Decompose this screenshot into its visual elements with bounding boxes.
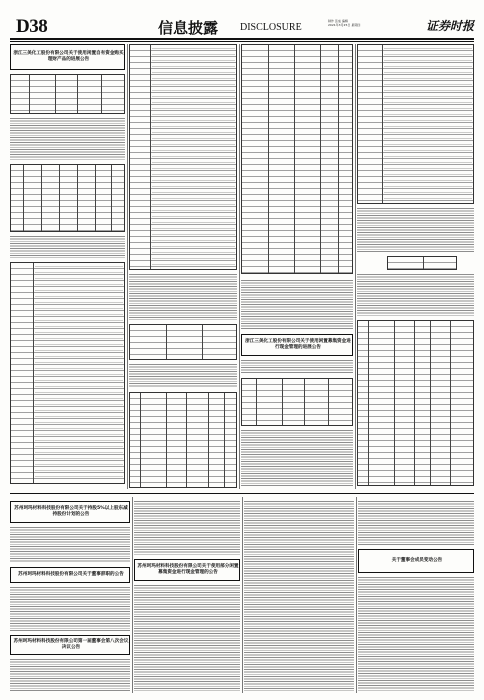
lower-column-3 [244,497,354,693]
body-text [10,659,130,691]
lower-column-4 [358,497,474,693]
data-table [241,378,353,426]
data-table [129,392,237,488]
body-text [357,274,474,316]
announcement-title: 苏州珂玛材料科技股份有限公司关于持股5%以上股东减持股份计划的公告 [14,506,128,517]
announcement-title-box [358,549,474,573]
column-1 [10,44,125,489]
data-table [241,44,353,274]
body-text [358,577,474,691]
body-text [10,236,125,258]
column-divider [239,44,240,489]
body-text [10,118,125,160]
body-text [129,364,237,388]
lower-column-2 [134,497,240,693]
data-table [129,324,237,360]
data-table [387,256,457,270]
header-info [328,19,438,27]
body-text [129,274,237,320]
header-info-line: 制作 张成 编辑 [328,19,348,23]
announcement-title-box [10,635,130,655]
column-3 [241,44,353,489]
column-divider [132,497,133,693]
page-number: D38 [16,16,48,37]
announcement-title: 苏州珂玛材料科技股份有限公司关于使用部分闲置募集资金进行现金管理的公告 [137,564,239,575]
body-text [134,585,240,691]
announcement-title-box [134,559,240,581]
header-info-line: 2021年3月25日 星期四 [328,23,361,27]
column-4 [357,44,474,489]
announcement-title: 关于董事会成员变动公告 [391,558,443,563]
announcement-title-box [10,44,125,70]
column-2 [129,44,237,489]
section-title: 信息披露 [158,21,219,37]
body-text [357,208,474,252]
announcement-title: 苏州珂玛材料科技股份有限公司关于董事辞职的公告 [18,572,124,577]
announcement-title-box [10,501,130,523]
body-text [10,527,130,563]
announcement-title: 苏州珂玛材料科技股份有限公司第一届董事会第八次会议决议公告 [13,639,129,650]
column-divider [242,497,243,693]
data-table [10,164,125,232]
body-text [244,501,354,691]
body-text [241,430,353,486]
section-subtitle: DISCLOSURE [240,22,302,33]
body-text [134,501,240,555]
data-table [357,320,474,486]
announcement-title: 浙江三美化工股份有限公司关于使用闲置募集资金进行现金管理的进展公告 [245,339,351,350]
data-table [10,74,125,114]
column-divider [127,44,128,489]
paper-logo: 证券时报 [425,19,474,33]
header-rule [10,38,474,40]
body-text [241,280,353,330]
lower-column-1 [10,497,130,693]
header-rule [10,41,474,42]
data-table [10,262,125,484]
column-divider [355,44,356,489]
body-text [10,587,130,631]
data-table [357,44,474,204]
body-text [358,501,474,545]
announcement-title-box [10,567,130,583]
announcement-title: 浙江三美化工股份有限公司关于使用闲置自有资金购买理财产品的进展公告 [13,51,124,62]
data-table [129,44,237,270]
column-divider [356,497,357,693]
body-text [241,360,353,374]
section-divider [10,493,474,494]
announcement-title-box [241,334,353,356]
